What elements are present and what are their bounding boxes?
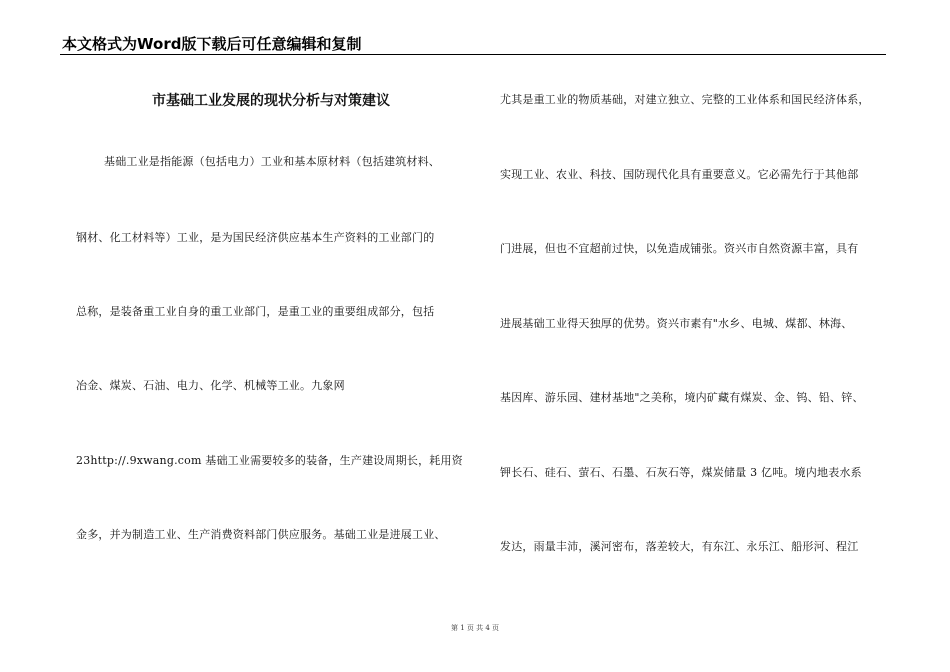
paragraph-line: 冶金、煤炭、石油、电力、化学、机械等工业。九象网 (76, 379, 345, 392)
header-banner: 本文格式为Word版下载后可任意编辑和复制 (62, 35, 362, 53)
paragraph-line: 钾长石、硅石、萤石、石墨、石灰石等，煤炭储量 3 亿吨。境内地表水系 (500, 466, 862, 479)
paragraph-line: 实现工业、农业、科技、国防现代化具有重要意义。它必需先行于其他部 (500, 168, 859, 181)
paragraph-line: 发达，雨量丰沛，溪河密布，落差较大，有东江、永乐江、船形河、程江 (500, 540, 859, 553)
document-title: 市基础工业发展的现状分析与对策建议 (152, 93, 390, 109)
paragraph-line: 进展基础工业得天独厚的优势。资兴市素有"水乡、电城、煤都、林海、 (500, 317, 853, 330)
paragraph-line: 基础工业是指能源（包括电力）工业和基本原材料（包括建筑材料、 (104, 155, 440, 168)
header-divider (60, 54, 886, 55)
paragraph-line: 总称，是装备重工业自身的重工业部门，是重工业的重要组成部分，包括 (76, 305, 435, 318)
paragraph-line: 23http://.9xwang.com 基础工业需要较多的装备，生产建设周期长，耗用资 (76, 454, 463, 467)
paragraph-line: 基因库、游乐园、建材基地"之美称，境内矿藏有煤炭、金、钨、铅、锌、 (500, 391, 864, 404)
paragraph-line: 金多，并为制造工业、生产消费资料部门供应服务。基础工业是进展工业、 (76, 528, 446, 541)
paragraph-line: 门进展，但也不宜超前过快，以免造成铺张。资兴市自然资源丰富，具有 (500, 242, 859, 255)
page-number: 第 1 页 共 4 页 (450, 624, 500, 632)
paragraph-line: 钢材、化工材料等）工业，是为国民经济供应基本生产资料的工业部门的 (76, 231, 435, 244)
paragraph-line: 尤其是重工业的物质基础，对建立独立、完整的工业体系和国民经济体系， (500, 93, 870, 106)
